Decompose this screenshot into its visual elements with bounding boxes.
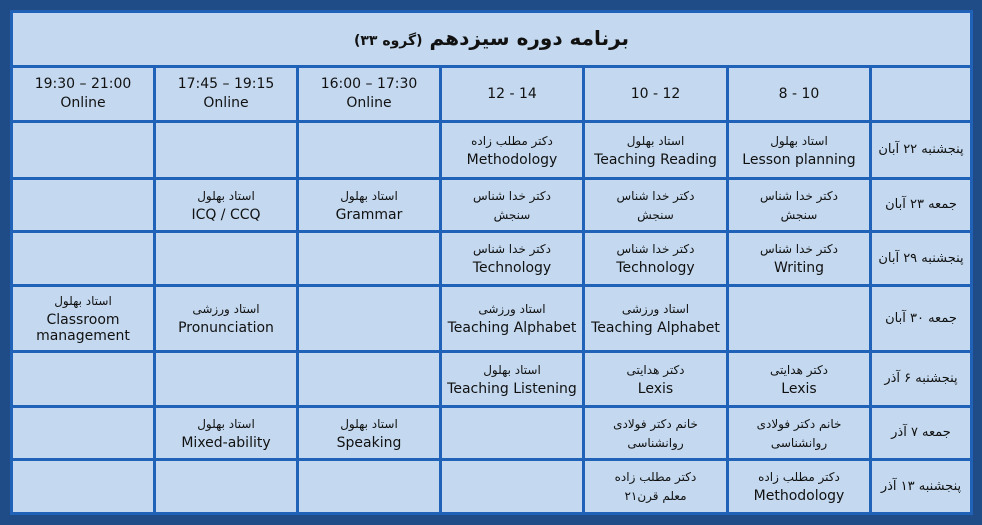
teacher-name: استاد بهلول [340, 416, 398, 431]
time-slot-label: 19:30 – 21:00 [34, 76, 132, 92]
class-cell [441, 179, 584, 232]
subject-name: سنجش [780, 207, 818, 222]
class-cell [12, 352, 155, 407]
time-slot-header [155, 67, 298, 122]
subject-name: Teaching Reading [594, 151, 717, 168]
schedule-row [12, 122, 972, 179]
class-cell [298, 122, 441, 179]
class-cell [728, 460, 871, 514]
class-cell [584, 232, 728, 286]
class-cell [728, 352, 871, 407]
class-cell [728, 407, 871, 460]
teacher-name: استاد ورزشی [621, 302, 690, 316]
teacher-name: دکتر خدا شناس [473, 188, 551, 203]
class-cell [155, 460, 298, 514]
teacher-name: دکتر خدا شناس [760, 188, 838, 203]
row-date-label: جمعه ۳۰ آبان [885, 310, 957, 326]
subject-name: Lexis [781, 380, 817, 397]
time-slot-label: 12 - 14 [487, 85, 537, 102]
schedule-row [12, 286, 972, 352]
class-cell [728, 122, 871, 179]
time-slot-mode: Online [203, 95, 249, 111]
class-cell [441, 407, 584, 460]
class-cell [298, 286, 441, 352]
class-cell [155, 407, 298, 460]
teacher-name: خانم دکتر فولادی [613, 416, 698, 431]
teacher-name: دکتر مطلب زاده [614, 470, 697, 484]
subject-name: معلم قرن۲۱ [624, 489, 687, 503]
subject-name: Lexis [637, 380, 674, 397]
schedule-frame [10, 10, 970, 515]
title-main: برنامه دوره سیزدهم [429, 25, 630, 50]
row-date-label: جمعه ۷ آذر [891, 425, 951, 440]
time-slot-label: 16:00 – 17:30 [320, 76, 418, 92]
teacher-name: استاد ورزشی [478, 302, 546, 316]
subject-name: Methodology [753, 488, 845, 504]
row-date [871, 122, 972, 179]
class-cell [12, 460, 155, 514]
class-cell [298, 232, 441, 286]
teacher-name: استاد بهلول [483, 362, 541, 377]
row-date [871, 286, 972, 352]
subject-name: Writing [774, 260, 824, 276]
row-date [871, 179, 972, 232]
class-cell [155, 122, 298, 179]
teacher-name: خانم دکتر فولادی [756, 416, 842, 431]
class-cell [584, 407, 728, 460]
subject-name: Mixed-ability [181, 434, 271, 451]
row-date [871, 407, 972, 460]
class-cell [441, 460, 584, 514]
row-date-label: پنجشنبه ۶ آذر [884, 371, 958, 386]
subject-name: Technology [616, 260, 695, 276]
subject-name: Lesson planning [742, 151, 856, 168]
time-slot-header [12, 67, 155, 122]
class-cell [728, 179, 871, 232]
time-slot-header [871, 67, 972, 122]
row-date-label: جمعه ۲۳ آبان [885, 197, 957, 212]
time-slot-header [298, 67, 441, 122]
schedule-row [12, 352, 972, 407]
teacher-name: دکتر مطلب زاده [758, 470, 840, 484]
time-slot-label: 17:45 – 19:15 [177, 76, 275, 92]
time-slot-header [728, 67, 871, 122]
teacher-name: استاد بهلول [770, 133, 828, 148]
time-slot-header [584, 67, 728, 122]
row-date-label: پنجشنبه ۲۲ آبان [878, 142, 964, 157]
time-slot-label: 10 - 12 [630, 85, 681, 102]
teacher-name: استاد بهلول [197, 416, 255, 431]
class-cell [441, 352, 584, 407]
class-cell [584, 122, 728, 179]
subject-name: روانشناسی [627, 435, 684, 450]
subject-name: Grammar [335, 206, 403, 223]
teacher-name: استاد بهلول [340, 188, 398, 203]
class-cell [584, 352, 728, 407]
class-cell [155, 352, 298, 407]
class-cell [584, 286, 728, 352]
teacher-name: دکتر خدا شناس [616, 188, 695, 203]
time-slot-mode: Online [346, 95, 392, 111]
schedule-table [10, 10, 973, 515]
class-cell [441, 286, 584, 352]
class-cell [441, 232, 584, 286]
subject-name: Pronunciation [178, 320, 274, 336]
class-cell [12, 407, 155, 460]
time-slot-header [441, 67, 584, 122]
teacher-name: استاد بهلول [197, 188, 255, 203]
class-cell [155, 179, 298, 232]
class-cell [441, 122, 584, 179]
teacher-name: دکتر خدا شناس [473, 242, 551, 256]
teacher-name: استاد بهلول [54, 294, 112, 308]
teacher-name: دکتر مطلب زاده [471, 133, 553, 148]
subject-name: روانشناسی [770, 435, 828, 450]
schedule-row [12, 460, 972, 514]
time-slot-label: 8 - 10 [778, 85, 820, 102]
row-date-label: پنجشنبه ۲۹ آبان [878, 250, 964, 266]
subject-name: Classroom [46, 312, 120, 328]
class-cell [12, 232, 155, 286]
row-date [871, 352, 972, 407]
class-cell [155, 286, 298, 352]
teacher-name: دکتر خدا شناس [616, 242, 695, 256]
header-row [12, 67, 972, 122]
class-cell [298, 407, 441, 460]
subject-name: Technology [472, 260, 552, 276]
class-cell [298, 352, 441, 407]
class-cell [298, 460, 441, 514]
teacher-name: استاد بهلول [626, 133, 685, 148]
class-cell [728, 232, 871, 286]
subject-name: Teaching Listening [447, 380, 577, 397]
subject-name-line2: management [36, 328, 130, 344]
row-date-label: پنجشنبه ۱۳ آذر [880, 478, 962, 494]
class-cell [12, 286, 155, 352]
schedule-row [12, 179, 972, 232]
subject-name: سنجش [637, 207, 674, 222]
class-cell [155, 232, 298, 286]
subject-name: سنجش [493, 207, 531, 222]
class-cell [12, 179, 155, 232]
time-slot-mode: Online [60, 95, 106, 111]
class-cell [298, 179, 441, 232]
subject-name: Methodology [466, 151, 558, 168]
schedule-title [12, 12, 972, 67]
teacher-name: استاد ورزشی [192, 302, 260, 316]
row-date [871, 232, 972, 286]
class-cell [584, 460, 728, 514]
class-cell [12, 122, 155, 179]
teacher-name: دکتر خدا شناس [760, 242, 838, 256]
subject-name: Teaching Alphabet [591, 320, 720, 336]
teacher-name: دکتر هدایتی [769, 362, 829, 377]
teacher-name: دکتر هدایتی [626, 362, 685, 377]
schedule-row [12, 407, 972, 460]
class-cell [584, 179, 728, 232]
subject-name: ICQ / CCQ [191, 206, 261, 223]
class-cell [728, 286, 871, 352]
row-date [871, 460, 972, 514]
title-group: (گروه ۳۳) [353, 32, 423, 49]
subject-name: Speaking [336, 434, 402, 451]
subject-name: Teaching Alphabet [447, 320, 577, 336]
schedule-row [12, 232, 972, 286]
